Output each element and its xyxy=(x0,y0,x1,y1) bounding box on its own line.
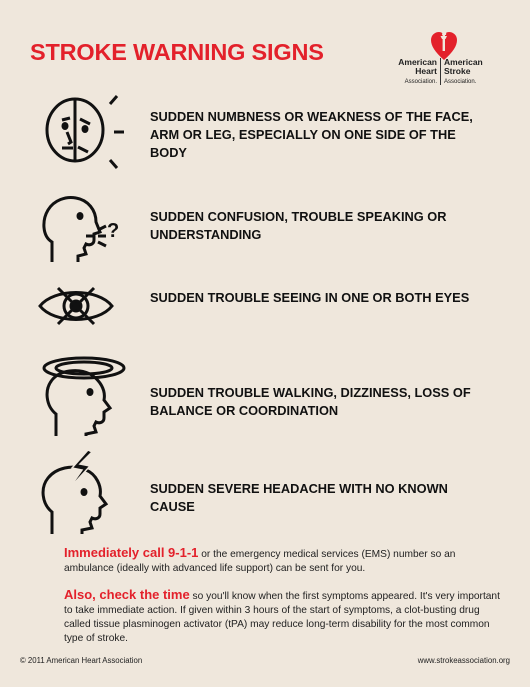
asa-wordmark: American Stroke Association. xyxy=(444,57,483,85)
sign-text: SUDDEN TROUBLE WALKING, DIZZINESS, LOSS OF BALANCE OR COORDINATION xyxy=(150,385,471,418)
aha-wordmark: American Heart Association. xyxy=(398,57,437,85)
sign-text: SUDDEN TROUBLE SEEING IN ONE OR BOTH EYES xyxy=(150,290,470,305)
headache-lightning-icon xyxy=(38,448,128,538)
check-time-paragraph xyxy=(64,588,504,646)
sign-text: SUDDEN SEVERE HEADACHE WITH NO KNOWN CAUSE xyxy=(150,481,448,514)
check-time-lead: Also, check the time xyxy=(64,587,190,602)
copyright-text: © 2011 American Heart Association xyxy=(20,656,143,665)
logo-divider xyxy=(440,58,441,85)
website-link[interactable]: www.strokeassociation.org xyxy=(417,656,510,665)
aha-asa-logo xyxy=(388,27,500,89)
face-numbness-icon xyxy=(38,90,128,170)
call-911-body: or the emergency medical services (EMS) number so an ambulance (ideally with advanced life support) can be sent for you. xyxy=(64,549,456,574)
question-mark-icon: ? xyxy=(107,220,120,242)
call-911-lead: Immediately call 9-1-1 xyxy=(64,545,199,560)
crossed-eye-icon xyxy=(38,280,128,332)
sign-text: SUDDEN NUMBNESS OR WEAKNESS OF THE FACE, ARM OR LEG, ESPECIALLY ON ONE SIDE OF THE BODY xyxy=(150,109,473,160)
call-911-paragraph xyxy=(64,546,504,576)
sign-text: SUDDEN CONFUSION, TROUBLE SPEAKING OR UNDERSTANDING xyxy=(150,209,447,242)
check-time-body: so you'll know when the first symptoms appeared. It's very important to take immediate action. If given within 3 hours of the start of symptoms, a clot-busting drug called tissue plasminogen activator (tPA) may reduce long-term disability for the most common type of stroke. xyxy=(64,591,500,644)
dizzy-head-icon xyxy=(38,350,138,440)
footer xyxy=(20,656,510,665)
heart-torch-icon xyxy=(430,27,458,61)
page-title: STROKE WARNING SIGNS xyxy=(30,39,324,65)
